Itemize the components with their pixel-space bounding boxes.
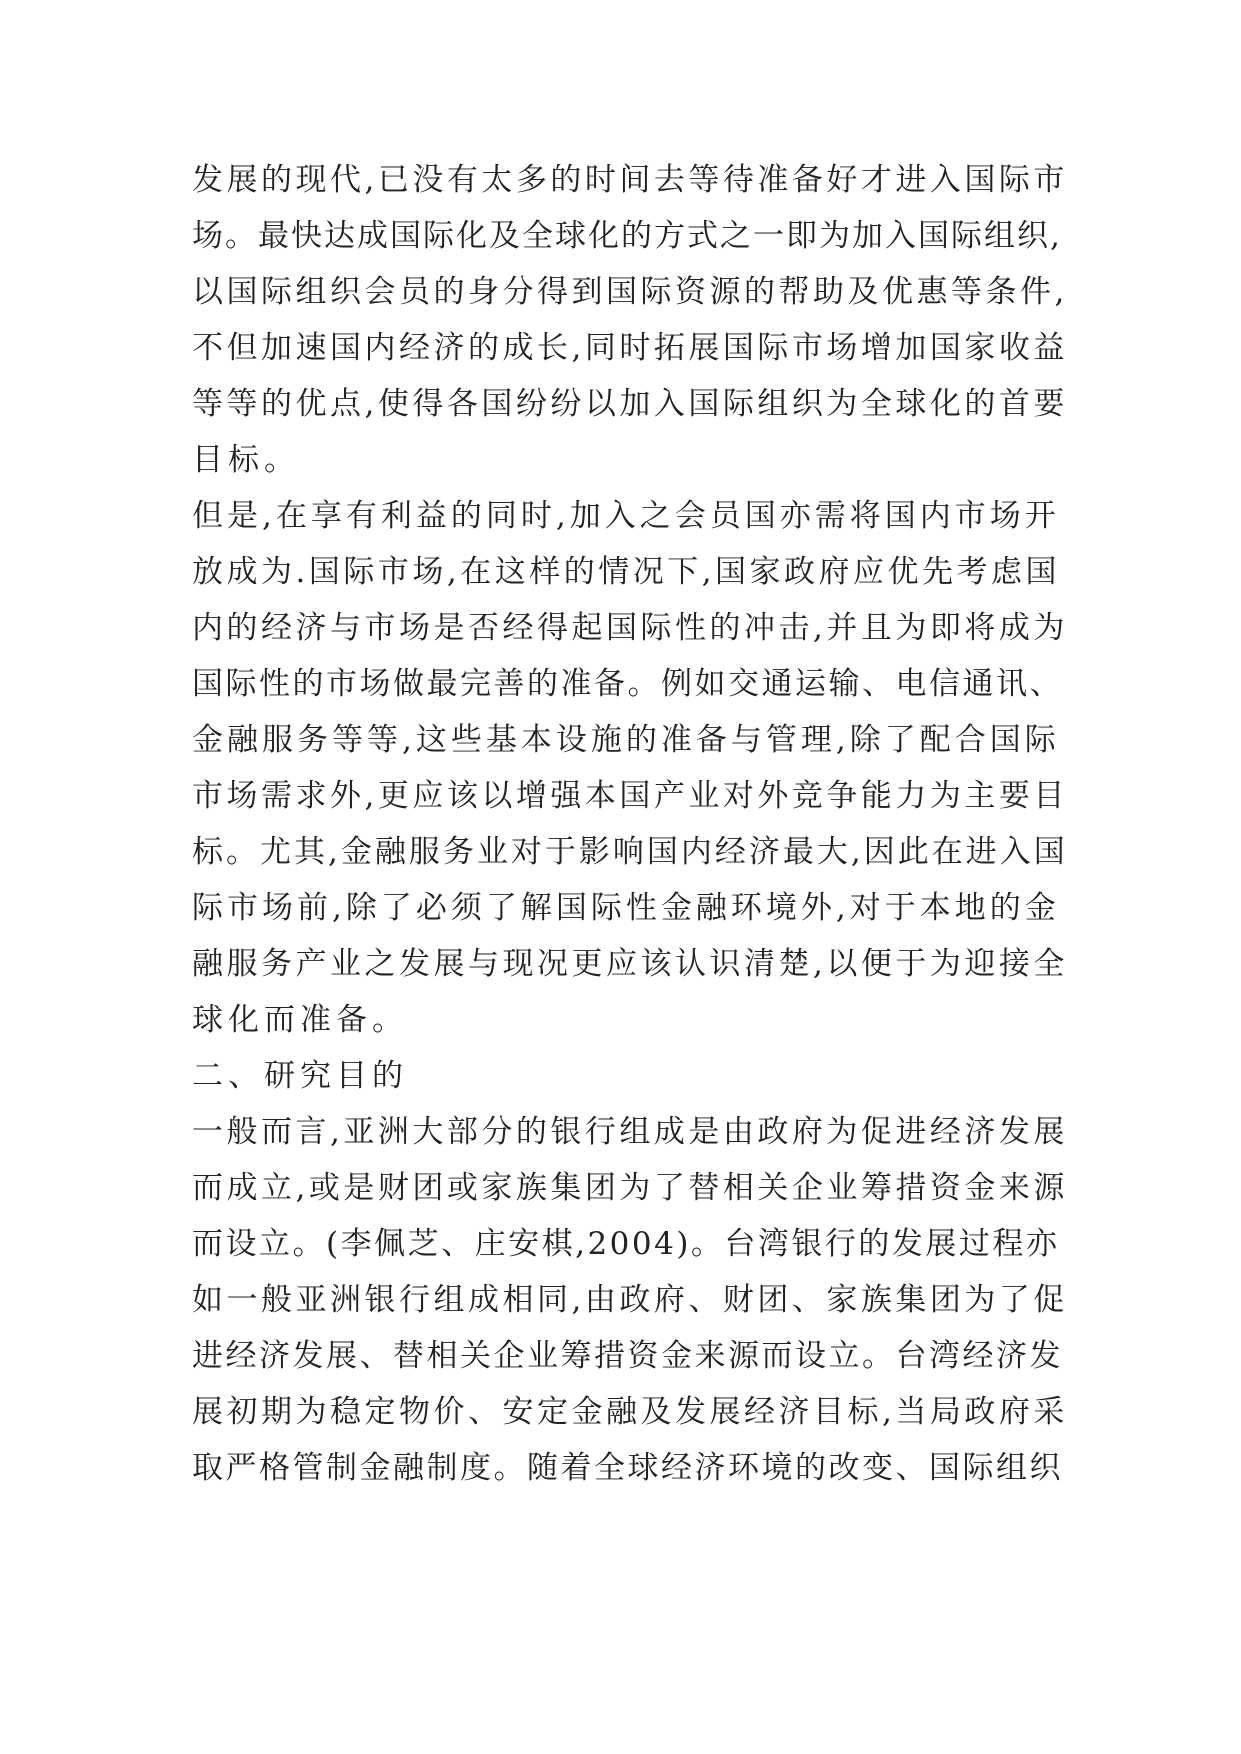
text-line: 而成立,或是财团或家族集团为了替相关企业筹措资金来源 (192, 1170, 1068, 1206)
text-line: 目标。 (192, 442, 300, 478)
text-line: 标。尤其,金融服务业对于影响国内经济最大,因此在进入国 (192, 834, 1068, 870)
text-line: 一般而言,亚洲大部分的银行组成是由政府为促进经济发展 (192, 1114, 1068, 1150)
text-line: 进经济发展、替相关企业筹措资金来源而设立。台湾经济发 (192, 1338, 1063, 1374)
text-line: 内的经济与市场是否经得起国际性的冲击,并且为即将成为 (192, 610, 1068, 646)
text-line: 不但加速国内经济的成长,同时拓展国际市场增加国家收益 (192, 330, 1068, 366)
text-line: 等等的优点,使得各国纷纷以加入国际组织为全球化的首要 (192, 386, 1068, 422)
text-line: 场。最快达成国际化及全球化的方式之一即为加入国际组织, (192, 218, 1062, 254)
text-line: 市场需求外,更应该以增强本国产业对外竞争能力为主要目 (192, 778, 1068, 814)
text-line: 展初期为稳定物价、安定金融及发展经济目标,当局政府采 (192, 1394, 1068, 1430)
text-line: 国际性的市场做最完善的准备。例如交通运输、电信通讯、 (192, 666, 1063, 702)
text-line: 球化而准备。 (192, 1002, 408, 1038)
text-line: 如一般亚洲银行组成相同,由政府、财团、家族集团为了促 (192, 1282, 1068, 1318)
text-line: 而设立。(李佩芝、庄安棋,2004)。台湾银行的发展过程亦 (192, 1226, 1060, 1262)
text-line: 但是,在享有利益的同时,加入之会员国亦需将国内市场开 (192, 498, 1060, 534)
text-line: 以国际组织会员的身分得到国际资源的帮助及优惠等条件, (192, 274, 1068, 310)
text-line: 融服务产业之发展与现况更应该认识清楚,以便于为迎接全 (192, 946, 1068, 982)
text-line: 金融服务等等,这些基本设施的准备与管理,除了配合国际 (192, 722, 1060, 758)
text-line: 际市场前,除了必须了解国际性金融环境外,对于本地的金 (192, 890, 1060, 926)
text-line: 发展的现代,已没有太多的时间去等待准备好才进入国际市 (192, 162, 1068, 198)
section-heading: 二、研究目的 (192, 1058, 408, 1094)
text-line: 放成为.国际市场,在这样的情况下,国家政府应优先考虑国 (192, 554, 1061, 590)
text-line: 取严格管制金融制度。随着全球经济环境的改变、国际组织 (192, 1450, 1063, 1486)
